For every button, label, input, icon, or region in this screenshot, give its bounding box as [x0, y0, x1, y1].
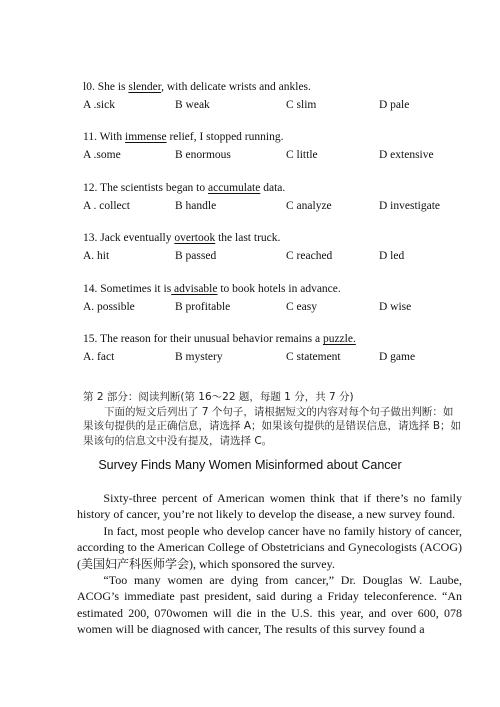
stem-text: 14. Sometimes it is [83, 283, 172, 295]
question-item [83, 231, 463, 265]
question-stem [83, 130, 463, 146]
answer-option: C easy [286, 301, 317, 313]
answer-option: A. possible [83, 301, 135, 313]
question-stem [83, 181, 463, 197]
part2-heading: 第 2 部分：阅读判断(第 16～22 题，每题 1 分，共 7 分) [83, 391, 354, 403]
underlined-word: slender [128, 81, 162, 93]
passage-title: Survey Finds Many Women Misinformed about Cancer [98, 458, 402, 472]
answer-option: D investigate [379, 200, 440, 212]
answer-option: B handle [175, 200, 217, 212]
answer-option: D led [379, 250, 405, 262]
question-stem [83, 231, 463, 247]
question-item [83, 282, 463, 316]
question-stem [83, 282, 463, 298]
answer-option: D game [379, 351, 416, 363]
underlined-word: accumulate [208, 182, 261, 194]
question-item [83, 181, 463, 215]
answer-option: A . collect [83, 200, 130, 212]
underlined-word: advisable [171, 283, 218, 295]
part2-instructions: 下面的短文后列出了 7 个句子，请根据短文的内容对每个句子做出判断：如果该句提供的是正确信息，请选择 A；如果该句提供的是错误信息，请选择 B；如果该句的信息文中没有提及，请选择 C。 [83, 405, 462, 447]
question-item [83, 332, 463, 366]
answer-option: A. hit [83, 250, 110, 262]
answer-option: B passed [175, 250, 217, 262]
option-row [83, 249, 463, 265]
underlined-word: puzzle. [322, 333, 356, 345]
answer-option: C reached [286, 250, 333, 262]
stem-text: l0. She is [83, 81, 129, 93]
stem-text: the last truck. [215, 232, 281, 244]
passage-paragraph: In fact, most people who develop cancer have no family history of cancer, according to the American College of Obstetricians and Gynecologists (ACOG) (美国妇产科医师学会), which sponsored the survey. [77, 523, 462, 571]
option-row [83, 350, 463, 366]
passage-body [77, 490, 462, 638]
part2-section [83, 390, 463, 448]
stem-text: 11. With [83, 131, 126, 143]
answer-option: C analyze [286, 200, 332, 212]
answer-option: C little [286, 149, 318, 161]
answer-option: B weak [175, 99, 210, 111]
answer-option: B enormous [175, 149, 231, 161]
answer-option: C statement [286, 351, 341, 363]
passage-paragraph: “Too many women are dying from cancer,” Dr. Douglas W. Laube, ACOG’s immediate past president, said during a Friday teleconference. “An estimated 200, 070women will die in the U.S. this year, and over 600, 078 women will be diagnosed with cancer, The results of this survey found a [77, 573, 462, 637]
passage-paragraph: Sixty-three percent of American women think that if there’s no family history of cancer, you’re not likely to develop the disease, a new survey found. [77, 491, 462, 522]
question-stem [83, 80, 463, 96]
answer-option: A .sick [83, 99, 115, 111]
stem-text: , with delicate wrists and ankles. [161, 81, 311, 93]
underlined-word: overtook [174, 232, 216, 244]
underlined-word: immense [125, 131, 167, 143]
stem-text: 12. The scientists began to [83, 182, 208, 194]
stem-text: 15. The reason for their unusual behavior remains a [83, 333, 323, 345]
answer-option: A .some [83, 149, 121, 161]
stem-text: 13. Jack eventually [83, 232, 175, 244]
stem-text: to book hotels in advance. [217, 283, 341, 295]
stem-text: data. [260, 182, 286, 194]
answer-option: B profitable [175, 301, 231, 313]
question-item [83, 130, 463, 164]
question-item [83, 80, 463, 114]
option-row [83, 199, 463, 215]
answer-option: C slim [286, 99, 317, 111]
answer-option: A. fact [83, 351, 115, 363]
answer-option: D pale [379, 99, 410, 111]
answer-option: B mystery [175, 351, 223, 363]
stem-text: relief, I stopped running. [166, 131, 284, 143]
option-row [83, 300, 463, 316]
option-row [83, 148, 463, 164]
option-row [83, 98, 463, 114]
answer-option: D extensive [379, 149, 434, 161]
answer-option: D wise [379, 301, 412, 313]
question-stem [83, 332, 463, 348]
